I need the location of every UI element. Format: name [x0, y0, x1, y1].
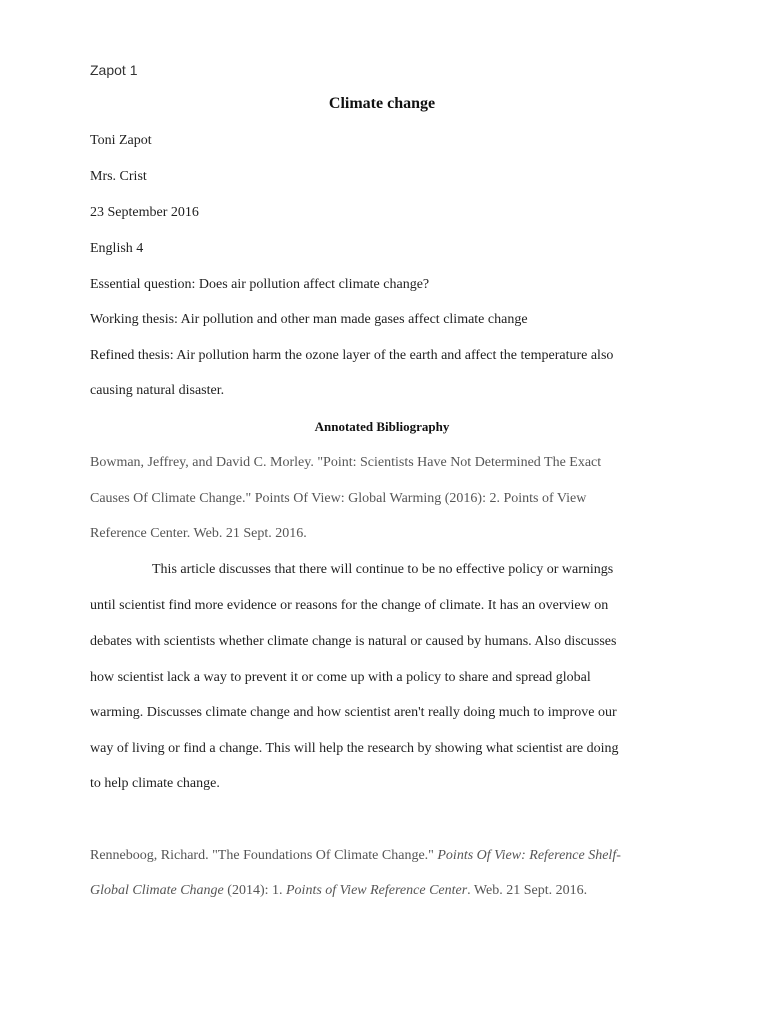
- annotation-line: how scientist lack a way to prevent it or come up with a policy to share and spread global: [90, 670, 591, 685]
- citation-source-title: Global Climate Change: [90, 883, 224, 898]
- citation-line: Causes Of Climate Change." Points Of View: Global Warming (2016): 2. Points of View: [90, 491, 587, 506]
- course-name: English 4: [90, 241, 144, 256]
- page-header: Zapot 1: [90, 62, 138, 78]
- document-date: 23 September 2016: [90, 205, 199, 220]
- citation-source-title: Points Of View: Reference Shelf-: [437, 848, 621, 863]
- citation-text: Renneboog, Richard. "The Foundations Of Climate Change.": [90, 848, 438, 863]
- citation-line: [90, 882, 587, 900]
- teacher-name: Mrs. Crist: [90, 169, 147, 184]
- author-name: Toni Zapot: [90, 133, 152, 148]
- refined-thesis-line: causing natural disaster.: [90, 383, 225, 398]
- annotation-line: way of living or find a change. This will help the research by showing what scientist are doing: [90, 741, 619, 756]
- refined-thesis-line: Refined thesis: Air pollution harm the ozone layer of the earth and affect the temperature also: [90, 348, 614, 363]
- citation-database-name: Points of View Reference Center: [286, 883, 468, 898]
- essential-question: Essential question: Does air pollution affect climate change?: [90, 277, 430, 292]
- citation-line: [90, 847, 621, 865]
- document-title: Climate change: [328, 95, 436, 112]
- citation-text: . Web. 21 Sept. 2016.: [467, 883, 588, 898]
- citation-text: (2014): 1.: [223, 883, 286, 898]
- citation-line: Bowman, Jeffrey, and David C. Morley. "Point: Scientists Have Not Determined The Exact: [90, 455, 602, 470]
- annotation-line: warming. Discusses climate change and how scientist aren't really doing much to improve our: [90, 705, 617, 720]
- annotation-line: until scientist find more evidence or reasons for the change of climate. It has an overview on: [90, 598, 609, 613]
- annotation-line: debates with scientists whether climate change is natural or caused by humans. Also discusses: [90, 634, 617, 649]
- annotation-line: This article discusses that there will continue to be no effective policy or warnings: [152, 562, 614, 577]
- annotation-line: to help climate change.: [90, 776, 220, 791]
- citation-line: Reference Center. Web. 21 Sept. 2016.: [90, 526, 307, 541]
- bibliography-heading: Annotated Bibliography: [314, 419, 450, 434]
- working-thesis: Working thesis: Air pollution and other man made gases affect climate change: [90, 312, 528, 327]
